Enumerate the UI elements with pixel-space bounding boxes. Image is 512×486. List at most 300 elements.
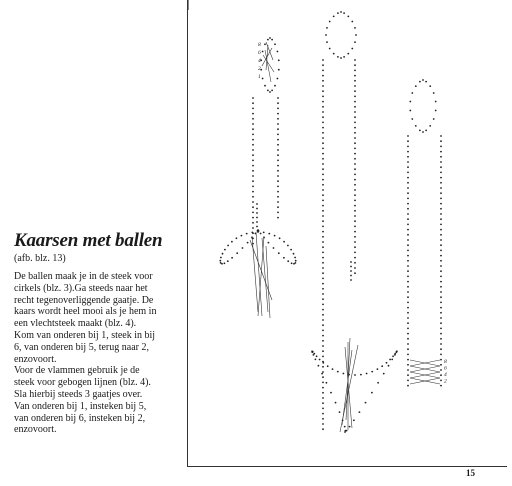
flame-hole <box>278 69 280 71</box>
instruction-line: enzovoort. <box>14 353 57 365</box>
candle-hole <box>322 153 324 155</box>
candle-hole <box>440 291 442 293</box>
flame-hole <box>337 56 339 58</box>
ball-hole <box>315 359 317 361</box>
candle-hole <box>440 234 442 236</box>
instructions-block <box>14 230 186 436</box>
candle-hole <box>322 179 324 181</box>
candle-hole <box>322 231 324 233</box>
candle-hole <box>407 198 409 200</box>
candle-hole <box>354 236 356 238</box>
candle-hole <box>440 218 442 220</box>
candle-hole <box>322 122 324 124</box>
candle-hole <box>322 158 324 160</box>
candle-hole <box>440 192 442 194</box>
ball-hole <box>231 257 233 259</box>
candle-hole <box>407 307 409 309</box>
ball-hole <box>312 351 314 353</box>
candle-hole <box>277 139 279 141</box>
candle-hole <box>407 385 409 387</box>
candle-hole <box>322 106 324 108</box>
candle-hole <box>354 80 356 82</box>
candle-hole <box>322 148 324 150</box>
candle-hole <box>277 180 279 182</box>
flame-hole <box>340 57 342 59</box>
candle-hole <box>322 283 324 285</box>
ball-hole <box>241 235 243 237</box>
ball-hole <box>220 262 222 264</box>
candle-hole <box>322 59 324 61</box>
candle-hole <box>252 139 254 141</box>
candle-hole <box>322 319 324 321</box>
candle-hole <box>277 201 279 203</box>
ball-hole <box>359 411 361 413</box>
candle-hole <box>407 250 409 252</box>
candle-hole <box>407 244 409 246</box>
candle-hole <box>277 212 279 214</box>
hanger-hole <box>350 270 352 272</box>
flame-hole <box>351 21 353 23</box>
thread-line <box>262 48 272 66</box>
candle-hole <box>440 317 442 319</box>
candle-hole <box>354 111 356 113</box>
candle-hole <box>407 317 409 319</box>
hole-number-label: 8 <box>258 42 261 48</box>
candle-hole <box>354 75 356 77</box>
ball-hole <box>354 374 356 376</box>
instruction-line: recht tegenoverliggende gaatje. De <box>14 294 154 306</box>
ball-hole <box>366 373 368 375</box>
candle-hole <box>407 286 409 288</box>
candle-hole <box>407 177 409 179</box>
candle-hole <box>252 170 254 172</box>
candle-hole <box>277 97 279 99</box>
candle-hole <box>407 203 409 205</box>
candle-hole <box>354 179 356 181</box>
candle-hole <box>354 59 356 61</box>
candle-hole <box>440 312 442 314</box>
candle-hole <box>252 154 254 156</box>
candle-hole <box>440 255 442 257</box>
candle-hole <box>440 161 442 163</box>
ball-hole <box>321 373 323 375</box>
candle-hole <box>322 387 324 389</box>
candle-hole <box>322 257 324 259</box>
thread-line <box>266 246 270 318</box>
candle-hole <box>322 402 324 404</box>
candle-hole <box>440 322 442 324</box>
flame-hole <box>435 110 437 112</box>
candle-hole <box>354 106 356 108</box>
instructions-text <box>14 271 186 436</box>
flame-hole <box>425 81 427 83</box>
ball-hole <box>224 249 226 251</box>
candle-hole <box>322 350 324 352</box>
flame-hole <box>329 48 331 50</box>
instruction-line: enzovoort. <box>14 424 57 436</box>
candle-hole <box>322 423 324 425</box>
flame-hole <box>425 130 427 132</box>
candle-hole <box>252 113 254 115</box>
candle-hole <box>440 140 442 142</box>
ball-hole <box>371 371 373 373</box>
candle-hole <box>440 260 442 262</box>
ball-hole <box>319 359 321 361</box>
candle-hole <box>322 262 324 264</box>
candle-hole <box>354 272 356 274</box>
candle-hole <box>277 108 279 110</box>
candle-hole <box>407 281 409 283</box>
ball-hole <box>360 374 362 376</box>
candle-hole <box>354 241 356 243</box>
candle-hole <box>440 172 442 174</box>
candle-hole <box>440 343 442 345</box>
candle-hole <box>440 198 442 200</box>
candle-hole <box>322 101 324 103</box>
flame-hole <box>411 92 413 94</box>
candle-hole <box>252 191 254 193</box>
ball-hole <box>268 242 270 244</box>
ball-hole <box>219 260 221 262</box>
ball-hole <box>224 262 226 264</box>
flame-hole <box>274 43 276 45</box>
candle-hole <box>354 205 356 207</box>
candle-hole <box>322 64 324 66</box>
flame-hole <box>422 79 424 81</box>
ball-hole <box>377 368 379 370</box>
candle-hole <box>277 191 279 193</box>
candle-hole <box>407 343 409 345</box>
flame-hole <box>274 85 276 87</box>
candle-hole <box>407 312 409 314</box>
candle-hole <box>440 156 442 158</box>
candle-hole <box>440 177 442 179</box>
candle-hole <box>407 239 409 241</box>
candle-hole <box>354 64 356 66</box>
candle-hole <box>440 166 442 168</box>
ball-hole <box>318 365 320 367</box>
candle-hole <box>440 244 442 246</box>
candle-hole <box>440 229 442 231</box>
candle-hole <box>252 144 254 146</box>
candle-hole <box>322 413 324 415</box>
instruction-line: Kom van onderen bij 1, steek in bij <box>14 329 156 341</box>
candle-hole <box>440 250 442 252</box>
candle-hole <box>322 278 324 280</box>
candle-hole <box>407 218 409 220</box>
ball-hole <box>335 402 337 404</box>
flame-hole <box>433 118 435 120</box>
hole-number-label: 4 <box>444 372 447 378</box>
candle-hole <box>440 265 442 267</box>
candle-hole <box>252 165 254 167</box>
candle-hole <box>440 296 442 298</box>
candle-hole <box>252 149 254 151</box>
flame-hole <box>267 39 269 41</box>
pattern-frame-bottom-border <box>187 466 507 467</box>
candle-hole <box>354 210 356 212</box>
hole-number-label: 8 <box>444 359 447 365</box>
candle-hole <box>322 356 324 358</box>
candle-hole <box>407 369 409 371</box>
candle-hole <box>407 156 409 158</box>
candle-hole <box>252 196 254 198</box>
flame-hole <box>271 39 273 41</box>
candle-hole <box>407 338 409 340</box>
flame-hole <box>435 101 437 103</box>
ball-hole <box>283 241 285 243</box>
candle-hole <box>322 335 324 337</box>
candle-hole <box>407 374 409 376</box>
candle-hole <box>440 182 442 184</box>
hole-number-label: 2 <box>258 66 261 72</box>
flame-hole <box>262 51 264 53</box>
ball-hole <box>278 252 280 254</box>
flame-hole <box>354 27 356 29</box>
candle-hole <box>322 189 324 191</box>
hanger-hole <box>256 217 258 219</box>
candle-hole <box>354 90 356 92</box>
flame-hole <box>329 21 331 23</box>
ball-hole <box>251 232 253 234</box>
candle-hole <box>322 85 324 87</box>
hanger-hole <box>350 266 352 268</box>
ball-hole <box>389 359 391 361</box>
candle-hole <box>407 140 409 142</box>
ball-hole <box>343 373 345 375</box>
candle-hole <box>407 192 409 194</box>
candle-hole <box>322 236 324 238</box>
candle-hole <box>354 96 356 98</box>
thread-lines <box>250 42 440 432</box>
candle-hole <box>440 338 442 340</box>
candle-hole <box>354 153 356 155</box>
ball-hole <box>337 371 339 373</box>
flame-hole <box>269 37 271 39</box>
candle-hole <box>322 330 324 332</box>
candle-hole <box>354 101 356 103</box>
candle-hole <box>322 246 324 248</box>
candle-hole <box>322 226 324 228</box>
candle-hole <box>440 385 442 387</box>
candle-hole <box>407 322 409 324</box>
ball-hole <box>293 263 295 265</box>
ball-hole <box>283 257 285 259</box>
candle-hole <box>354 220 356 222</box>
flame-hole <box>277 51 279 53</box>
ball-hole <box>263 232 265 234</box>
candle-hole <box>252 227 254 229</box>
candle-hole <box>440 333 442 335</box>
candle-hole <box>440 307 442 309</box>
candle-hole <box>440 380 442 382</box>
candle-hole <box>252 180 254 182</box>
candle-hole <box>354 122 356 124</box>
candle-hole <box>322 371 324 373</box>
candle-hole <box>354 158 356 160</box>
candle-hole <box>354 142 356 144</box>
thread-line <box>250 240 272 300</box>
flame-hole <box>333 16 335 18</box>
flame-hole <box>415 85 417 87</box>
page-reference: (afb. blz. 13) <box>14 253 66 264</box>
ball-hole <box>268 233 270 235</box>
candle-hole <box>277 154 279 156</box>
candle-hole <box>354 252 356 254</box>
flame-hole <box>429 85 431 87</box>
candle-hole <box>354 148 356 150</box>
candle-hole <box>252 212 254 214</box>
candle-hole <box>407 260 409 262</box>
candle-hole <box>322 366 324 368</box>
candle-hole <box>252 123 254 125</box>
candle-hole <box>322 96 324 98</box>
candle-hole <box>354 231 356 233</box>
ball-hole <box>236 252 238 254</box>
ball-hole <box>295 260 297 262</box>
candle-hole <box>354 70 356 72</box>
candle-hole <box>407 182 409 184</box>
ball-hole <box>391 359 393 361</box>
ball-hole <box>291 262 293 264</box>
candle-hole <box>322 314 324 316</box>
candle-hole <box>407 354 409 356</box>
ball-hole <box>322 362 324 364</box>
flame-hole <box>419 81 421 83</box>
ball-hole <box>260 233 262 235</box>
candle-hole <box>407 276 409 278</box>
candle-hole <box>354 132 356 134</box>
candle-hole <box>322 137 324 139</box>
candle-hole <box>277 123 279 125</box>
candle-hole <box>322 382 324 384</box>
ball-hole <box>381 365 383 367</box>
ball-hole <box>396 351 398 353</box>
candle-hole <box>407 229 409 231</box>
candle-hole <box>440 213 442 215</box>
flame-hole <box>411 118 413 120</box>
candle-hole <box>322 345 324 347</box>
candle-hole <box>322 80 324 82</box>
ball-hole <box>344 426 346 428</box>
candle-hole <box>354 168 356 170</box>
candle-hole <box>277 144 279 146</box>
hole-number-labels <box>258 42 447 385</box>
candle-hole <box>252 186 254 188</box>
ball-hole <box>353 419 355 421</box>
flame-hole <box>429 125 431 127</box>
candle-hole <box>354 194 356 196</box>
flame-hole <box>326 41 328 43</box>
candle-hole <box>252 201 254 203</box>
instruction-line: Van onderen bij 1, insteken bij 5, <box>14 400 147 412</box>
candle-hole <box>252 222 254 224</box>
flame-hole <box>337 12 339 14</box>
flame-hole <box>271 90 273 92</box>
candle-hole <box>407 296 409 298</box>
candle-hole <box>354 246 356 248</box>
ball-hole <box>392 355 394 357</box>
ball-hole <box>371 392 373 394</box>
instruction-line: kaars wordt heel mooi als je hem in <box>14 306 157 318</box>
candle-hole <box>277 170 279 172</box>
candle-hole <box>407 380 409 382</box>
instruction-line: steek voor gebogen lijnen (blz. 4). <box>14 377 151 389</box>
instruction-line: De ballen maak je in de steek voor <box>14 271 153 282</box>
candle-hole <box>322 111 324 113</box>
ball-hole <box>287 260 289 262</box>
instruction-line: van onderen bij 6, insteken bij 2, <box>14 412 146 424</box>
ball-hole <box>231 241 233 243</box>
ball-hole <box>386 362 388 364</box>
flame-hole <box>269 91 271 93</box>
flame-hole <box>264 43 266 45</box>
hanger-hole <box>350 279 352 281</box>
flame-hole <box>354 41 356 43</box>
ball-hole <box>326 382 328 384</box>
candle-hole <box>277 160 279 162</box>
candle-hole <box>252 206 254 208</box>
candle-hole <box>407 151 409 153</box>
flame-hole <box>409 110 411 112</box>
instruction-line: 6, van onderen bij 5, terug naar 2, <box>14 341 149 353</box>
candle-hole <box>322 220 324 222</box>
candle-hole <box>252 128 254 130</box>
ball-hole <box>290 249 292 251</box>
flame-hole <box>409 101 411 103</box>
candle-hole <box>277 113 279 115</box>
candle-hole <box>322 272 324 274</box>
candle-hole <box>322 428 324 430</box>
candle-hole <box>277 206 279 208</box>
flame-hole <box>351 48 353 50</box>
candle-hole <box>407 146 409 148</box>
ball-hole <box>287 245 289 247</box>
candle-hole <box>407 348 409 350</box>
flame-hole <box>333 53 335 55</box>
candle-hole <box>322 298 324 300</box>
candle-hole <box>252 217 254 219</box>
candle-hole <box>322 304 324 306</box>
candle-hole <box>322 194 324 196</box>
hanger-hole <box>350 261 352 263</box>
ball-hole <box>345 430 347 432</box>
candle-hole <box>440 359 442 361</box>
flame-hole <box>415 125 417 127</box>
flame-hole <box>347 53 349 55</box>
candle-hole <box>440 354 442 356</box>
candle-hole <box>322 397 324 399</box>
page-title: Kaarsen met ballen <box>14 230 163 251</box>
instruction-line: Voor de vlammen gebruik je de <box>14 365 140 377</box>
hanger-hole <box>256 221 258 223</box>
candle-hole <box>407 224 409 226</box>
candle-hole <box>354 137 356 139</box>
hanger-hole <box>256 226 258 228</box>
candle-hole <box>440 276 442 278</box>
candle-hole <box>407 172 409 174</box>
candle-hole <box>354 184 356 186</box>
ball-hole <box>246 233 248 235</box>
candle-hole <box>440 135 442 137</box>
ball-hole <box>227 260 229 262</box>
ball-hole <box>274 235 276 237</box>
flame-hole <box>355 34 357 36</box>
candle-hole <box>354 215 356 217</box>
hanger-hole <box>350 275 352 277</box>
candle-hole <box>407 333 409 335</box>
ball-hole <box>222 253 224 255</box>
